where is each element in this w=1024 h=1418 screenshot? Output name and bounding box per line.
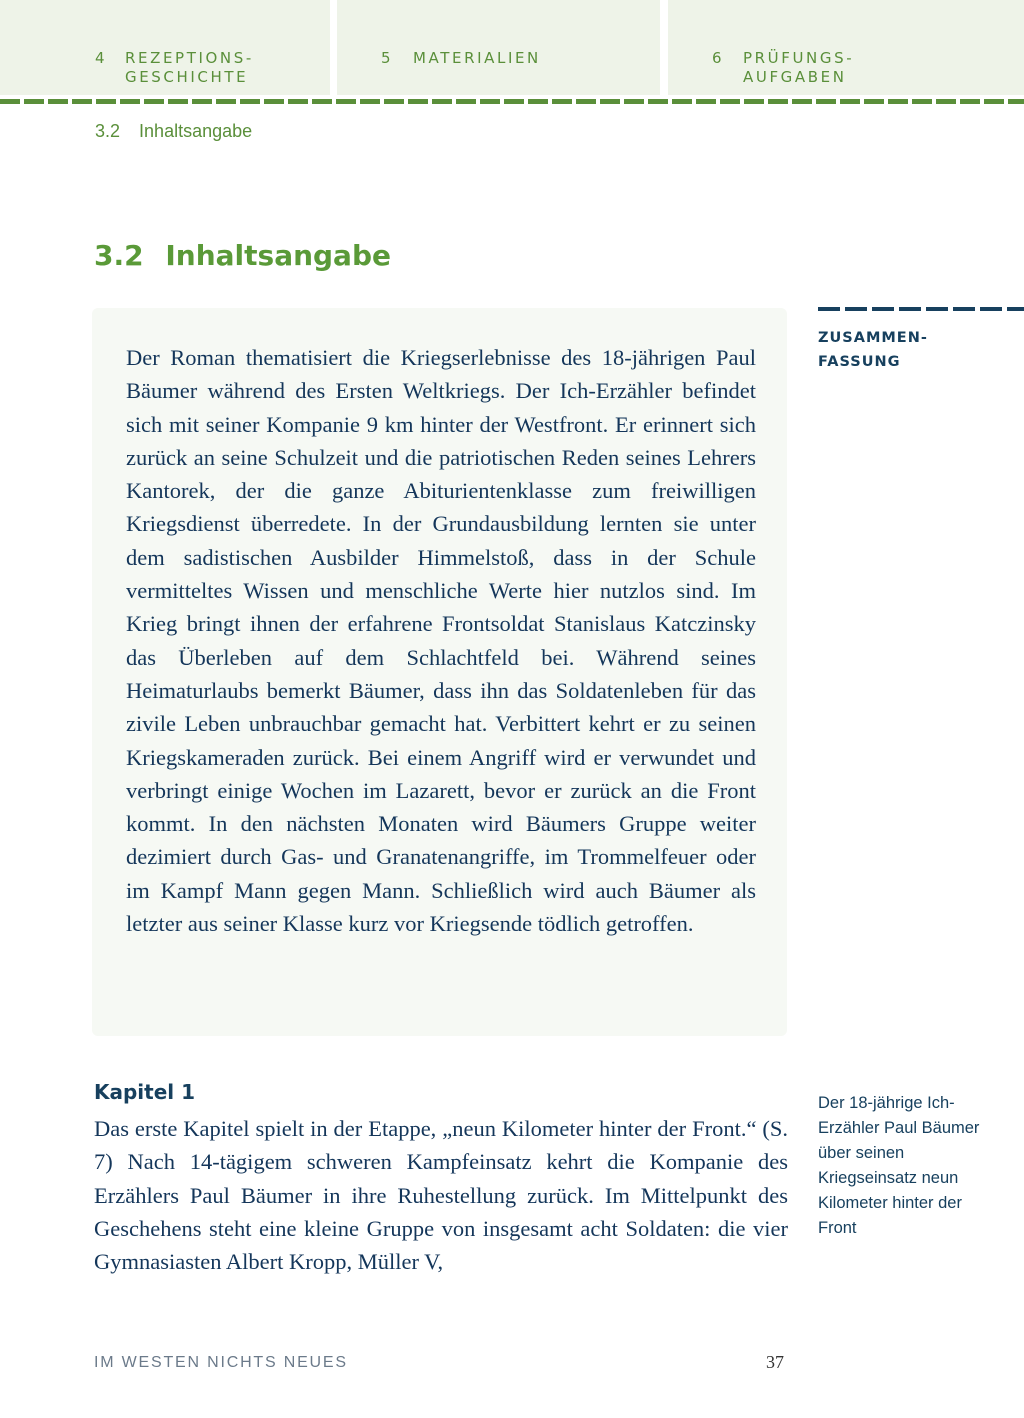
- tab-number: 6: [712, 49, 725, 67]
- header-divider: [0, 99, 1024, 104]
- tab-materialien[interactable]: [337, 0, 660, 95]
- tab-label: REZEPTIONS- GESCHICHTE: [125, 49, 254, 86]
- section-number: 3.2: [94, 239, 144, 272]
- tab-rezeptionsgeschichte[interactable]: [0, 0, 330, 95]
- tab-label: PRÜFUNGS- AUFGABEN: [743, 49, 855, 86]
- tab-pruefungsaufgaben[interactable]: [668, 0, 1024, 95]
- margin-note: Der 18-jährige Ich-Erzähler Paul Bäumer über seinen Kriegseinsatz neun Kilometer hinter der Front: [818, 1094, 980, 1237]
- footer-book-title: IM WESTEN NICHTS NEUES: [94, 1354, 348, 1371]
- tab-number: 4: [95, 49, 108, 67]
- tab-label: MATERIALIEN: [413, 49, 541, 67]
- margin-divider: [818, 307, 1024, 311]
- chapter-text: Das erste Kapitel spielt in der Etappe, „neun Kilometer hinter der Front.“ (S. 7) Nach 14-tägigem schweren Kampfeinsatz kehrt die Kompanie des Erzählers Paul Bäumer in ihre Ruhestellung zurück. Im Mittelpunkt des Geschehens steht eine kleine Gruppe von insgesamt acht Soldaten: die vier Gymnasiasten Albert Kropp, Müller V,: [94, 1116, 788, 1275]
- section-title-text: Inhaltsangabe: [165, 239, 391, 272]
- tab-number: 5: [381, 49, 394, 67]
- breadcrumb: [95, 121, 252, 142]
- margin-label-zusammenfassung: ZUSAMMEN- FASSUNG: [818, 330, 928, 370]
- breadcrumb-title: Inhaltsangabe: [139, 121, 253, 141]
- page-number: 37: [766, 1352, 784, 1372]
- page-title: [94, 239, 391, 272]
- breadcrumb-number: 3.2: [95, 121, 121, 141]
- summary-text: Der Roman thematisiert die Kriegserlebnisse des 18-jährigen Paul Bäumer während des Ersten Weltkriegs. Der Ich-Erzähler befindet sich mit seiner Kompanie 9 km hinter der Westfront. Er erinnert sich zurück an seine Schulzeit und die patriotischen Reden seines Lehrers Kantorek, der die ganze Abiturientenklasse zum freiwilligen Kriegsdienst überredete. In der Grundausbildung lernten sie unter dem sadistischen Ausbilder Himmelstoß, dass in der Schule vermitteltes Wissen und menschliche Werte hier nutzlos sind. Im Krieg bringt ihnen der erfahrene Frontsoldat Stanislaus Katczinsky das Überleben auf dem Schlachtfeld bei. Während seines Heimaturlaubs bemerkt Bäumer, dass ihn das Soldatenleben für das zivile Leben unbrauchbar gemacht hat. Verbittert kehrt er zu seinen Kriegskameraden zurück. Bei einem Angriff wird er verwundet und verbringt einige Wochen im Lazarett, bevor er zurück an die Front kommt. In den nächsten Monaten wird Bäumers Gruppe weiter dezimiert durch Gas- und Granatenangriffe, im Trommelfeuer oder im Kampf Mann gegen Mann. Schließlich wird auch Bäumer als letzter aus seiner Klasse kurz vor Kriegsende tödlich getroffen.: [126, 345, 756, 937]
- chapter-heading: Kapitel 1: [94, 1080, 196, 1104]
